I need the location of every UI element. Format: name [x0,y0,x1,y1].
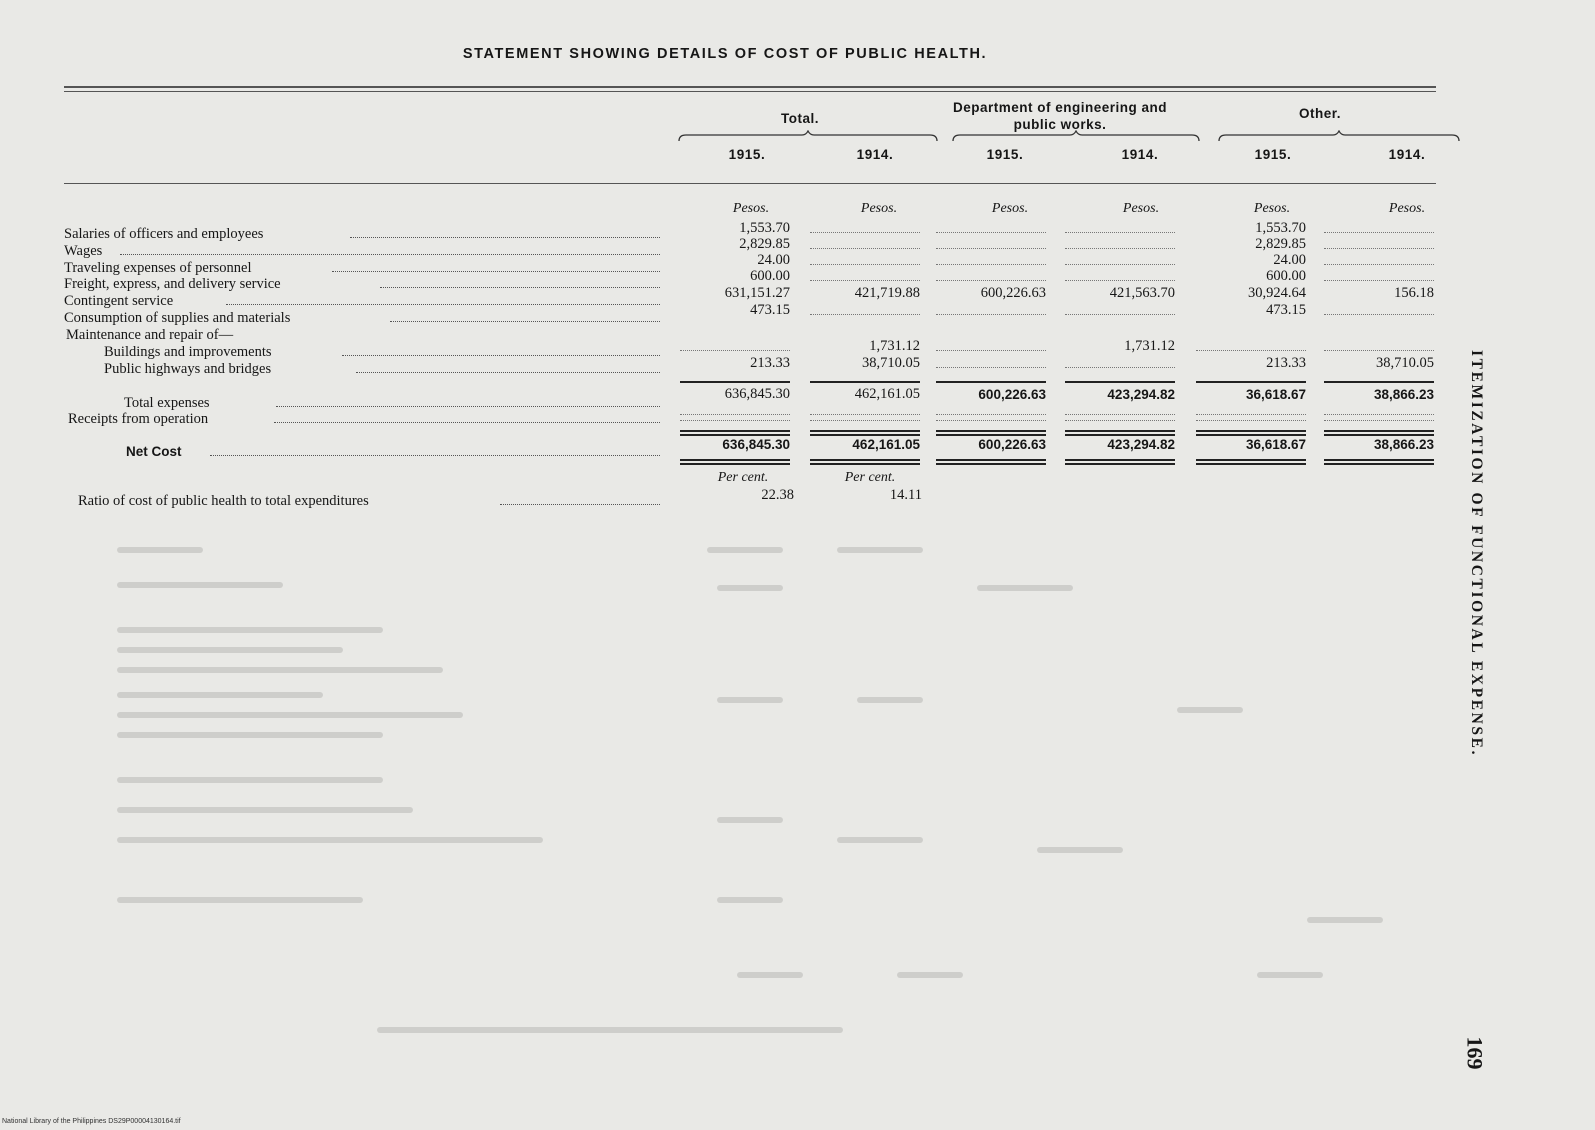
net-cost-eng-1914: 423,294.82 [1107,437,1175,452]
net-rule-bottom [810,459,920,461]
empty-cell-dots [810,314,920,315]
net-rule-bottom-2 [936,463,1046,465]
empty-cell-dots [936,248,1046,249]
unit-other-1914: Pesos. [1388,201,1426,216]
cell-other-1915: 600.00 [1266,268,1306,284]
empty-cell-dots [680,420,790,421]
net-rule-bottom-2 [1196,463,1306,465]
row-label-receipts: Receipts from operation [68,411,209,427]
empty-cell-dots [936,264,1046,265]
empty-cell-dots [1196,350,1306,351]
row-label-contingent: Contingent service [64,293,174,309]
year-eng-1915: 1915. [986,147,1024,162]
year-eng-1914: 1914. [1121,147,1159,162]
empty-cell-dots [680,350,790,351]
cell-eng-1915: 600,226.63 [980,285,1046,301]
row-label-maintenance: Maintenance and repair of— [66,327,234,343]
empty-cell-dots [936,420,1046,421]
ratio-unit-1914: Per cent. [844,470,896,485]
leader-dots [274,422,660,423]
page-number: 169 [1462,1036,1488,1070]
empty-cell-dots [810,248,920,249]
empty-cell-dots [1324,280,1434,281]
brace-other [1218,130,1460,142]
empty-cell-dots [936,232,1046,233]
net-rule-top [936,430,1046,432]
empty-cell-dots [1324,414,1434,415]
top-rule [64,86,1436,88]
total-expenses-total-1914: 462,161.05 [854,386,920,402]
header-rule [64,183,1436,184]
empty-cell-dots [680,414,790,415]
empty-cell-dots [1324,314,1434,315]
empty-cell-dots [1196,414,1306,415]
subtotal-rule [680,381,790,383]
total-expenses-total-1915: 636,845.30 [724,386,790,402]
leader-dots [332,271,660,272]
cell-total-1915: 473.15 [750,302,790,318]
total-expenses-other-1914: 38,866.23 [1373,387,1434,402]
net-rule-bottom [680,459,790,461]
cell-other-1915: 2,829.85 [1255,236,1306,252]
net-rule-bottom-2 [1065,463,1175,465]
empty-cell-dots [936,280,1046,281]
cell-total-1914: 421,719.88 [854,285,920,301]
ratio-value-1915: 22.38 [761,487,794,503]
unit-eng-1914: Pesos. [1122,201,1160,216]
empty-cell-dots [936,350,1046,351]
net-rule-bottom-2 [1324,463,1434,465]
unit-other-1915: Pesos. [1253,201,1291,216]
empty-cell-dots [1196,420,1306,421]
leader-dots [380,287,660,288]
empty-cell-dots [1065,248,1175,249]
cell-other-1915: 1,553.70 [1255,220,1306,236]
leader-dots [356,372,660,373]
empty-cell-dots [1065,264,1175,265]
empty-cell-dots [810,420,920,421]
empty-cell-dots [1324,350,1434,351]
empty-cell-dots [810,232,920,233]
leader-dots [120,254,660,255]
empty-cell-dots [1065,280,1175,281]
ratio-value-1914: 14.11 [889,487,922,503]
net-rule-top [810,430,920,432]
year-total-1915: 1915. [728,147,766,162]
cell-eng-1914: 421,563.70 [1109,285,1175,301]
cell-other-1914: 38,710.05 [1376,355,1434,371]
empty-cell-dots [1324,264,1434,265]
year-other-1915: 1915. [1254,147,1292,162]
cell-total-1914: 38,710.05 [862,355,920,371]
row-label-ratio: Ratio of cost of public health to total expenditures [78,493,369,509]
subtotal-rule [1196,381,1306,383]
leader-dots [226,304,660,305]
row-label-net-cost: Net Cost [126,444,182,459]
net-rule-top [1324,430,1434,432]
cell-other-1914: 156.18 [1394,285,1434,301]
empty-cell-dots [936,367,1046,368]
year-other-1914: 1914. [1388,147,1426,162]
empty-cell-dots [1324,248,1434,249]
running-header: ITEMIZATION OF FUNCTIONAL EXPENSE. [1468,350,1485,758]
subtotal-rule [1324,381,1434,383]
net-rule-bottom-2 [680,463,790,465]
empty-cell-dots [810,414,920,415]
cell-total-1915: 631,151.27 [724,285,790,301]
total-expenses-other-1915: 36,618.67 [1245,387,1306,402]
total-expenses-eng-1915: 600,226.63 [978,387,1046,402]
row-label-freight: Freight, express, and delivery service [64,276,281,292]
leader-dots [500,504,660,505]
cell-total-1915: 24.00 [757,252,790,268]
group-header-engineering: Department of engineering and public works. [952,100,1168,132]
top-rule-2 [64,91,1436,92]
row-label-traveling: Traveling expenses of personnel [64,260,252,276]
cell-total-1914: 1,731.12 [869,338,920,354]
net-cost-other-1914: 38,866.23 [1373,437,1434,452]
total-expenses-eng-1914: 423,294.82 [1107,387,1175,402]
empty-cell-dots [1324,420,1434,421]
row-label-salaries: Salaries of officers and employees [64,226,264,242]
subtotal-rule [1065,381,1175,383]
year-total-1914: 1914. [856,147,894,162]
unit-eng-1915: Pesos. [991,201,1029,216]
empty-cell-dots [1065,420,1175,421]
empty-cell-dots [1065,232,1175,233]
group-header-other: Other. [1298,106,1341,121]
net-rule-bottom [1324,459,1434,461]
bleed-through-texture [80,520,1400,1040]
row-label-total-expenses: Total expenses [124,395,210,411]
row-label-highways: Public highways and bridges [104,361,272,377]
empty-cell-dots [1065,314,1175,315]
cell-total-1915: 600.00 [750,268,790,284]
subtotal-rule [936,381,1046,383]
cell-other-1915: 213.33 [1266,355,1306,371]
row-label-supplies: Consumption of supplies and materials [64,310,291,326]
cell-eng-1914: 1,731.12 [1124,338,1175,354]
net-rule-top [1065,430,1175,432]
cell-other-1915: 24.00 [1273,252,1306,268]
net-rule-bottom [1065,459,1175,461]
net-cost-other-1915: 36,618.67 [1245,437,1306,452]
ratio-unit-1915: Per cent. [717,470,769,485]
empty-cell-dots [936,414,1046,415]
group-header-total: Total. [781,111,819,126]
empty-cell-dots [936,314,1046,315]
net-cost-total-1915: 636,845.30 [722,437,790,452]
net-rule-bottom-2 [810,463,920,465]
leader-dots [350,237,660,238]
leader-dots [390,321,660,322]
net-rule-top [680,430,790,432]
leader-dots [342,355,660,356]
cell-total-1915: 2,829.85 [739,236,790,252]
empty-cell-dots [1324,232,1434,233]
net-rule-top [1196,430,1306,432]
subtotal-rule [810,381,920,383]
cell-other-1915: 473.15 [1266,302,1306,318]
empty-cell-dots [1065,367,1175,368]
net-cost-eng-1915: 600,226.63 [978,437,1046,452]
cell-total-1915: 1,553.70 [739,220,790,236]
unit-total-1914: Pesos. [860,201,898,216]
net-rule-bottom [1196,459,1306,461]
row-label-wages: Wages [64,243,103,259]
cell-other-1915: 30,924.64 [1248,285,1306,301]
brace-total [678,130,938,142]
empty-cell-dots [1065,414,1175,415]
leader-dots [210,455,660,456]
empty-cell-dots [810,280,920,281]
cell-total-1915: 213.33 [750,355,790,371]
net-rule-bottom [936,459,1046,461]
empty-cell-dots [810,264,920,265]
page-title: STATEMENT SHOWING DETAILS OF COST OF PUBLIC HEALTH. [462,46,988,62]
row-label-buildings: Buildings and improvements [104,344,272,360]
leader-dots [276,406,660,407]
brace-engineering [952,130,1200,142]
scan-credit: National Library of the Philippines DS29P00004130164.tif [2,1118,181,1125]
unit-total-1915: Pesos. [732,201,770,216]
net-cost-total-1914: 462,161.05 [852,437,920,452]
